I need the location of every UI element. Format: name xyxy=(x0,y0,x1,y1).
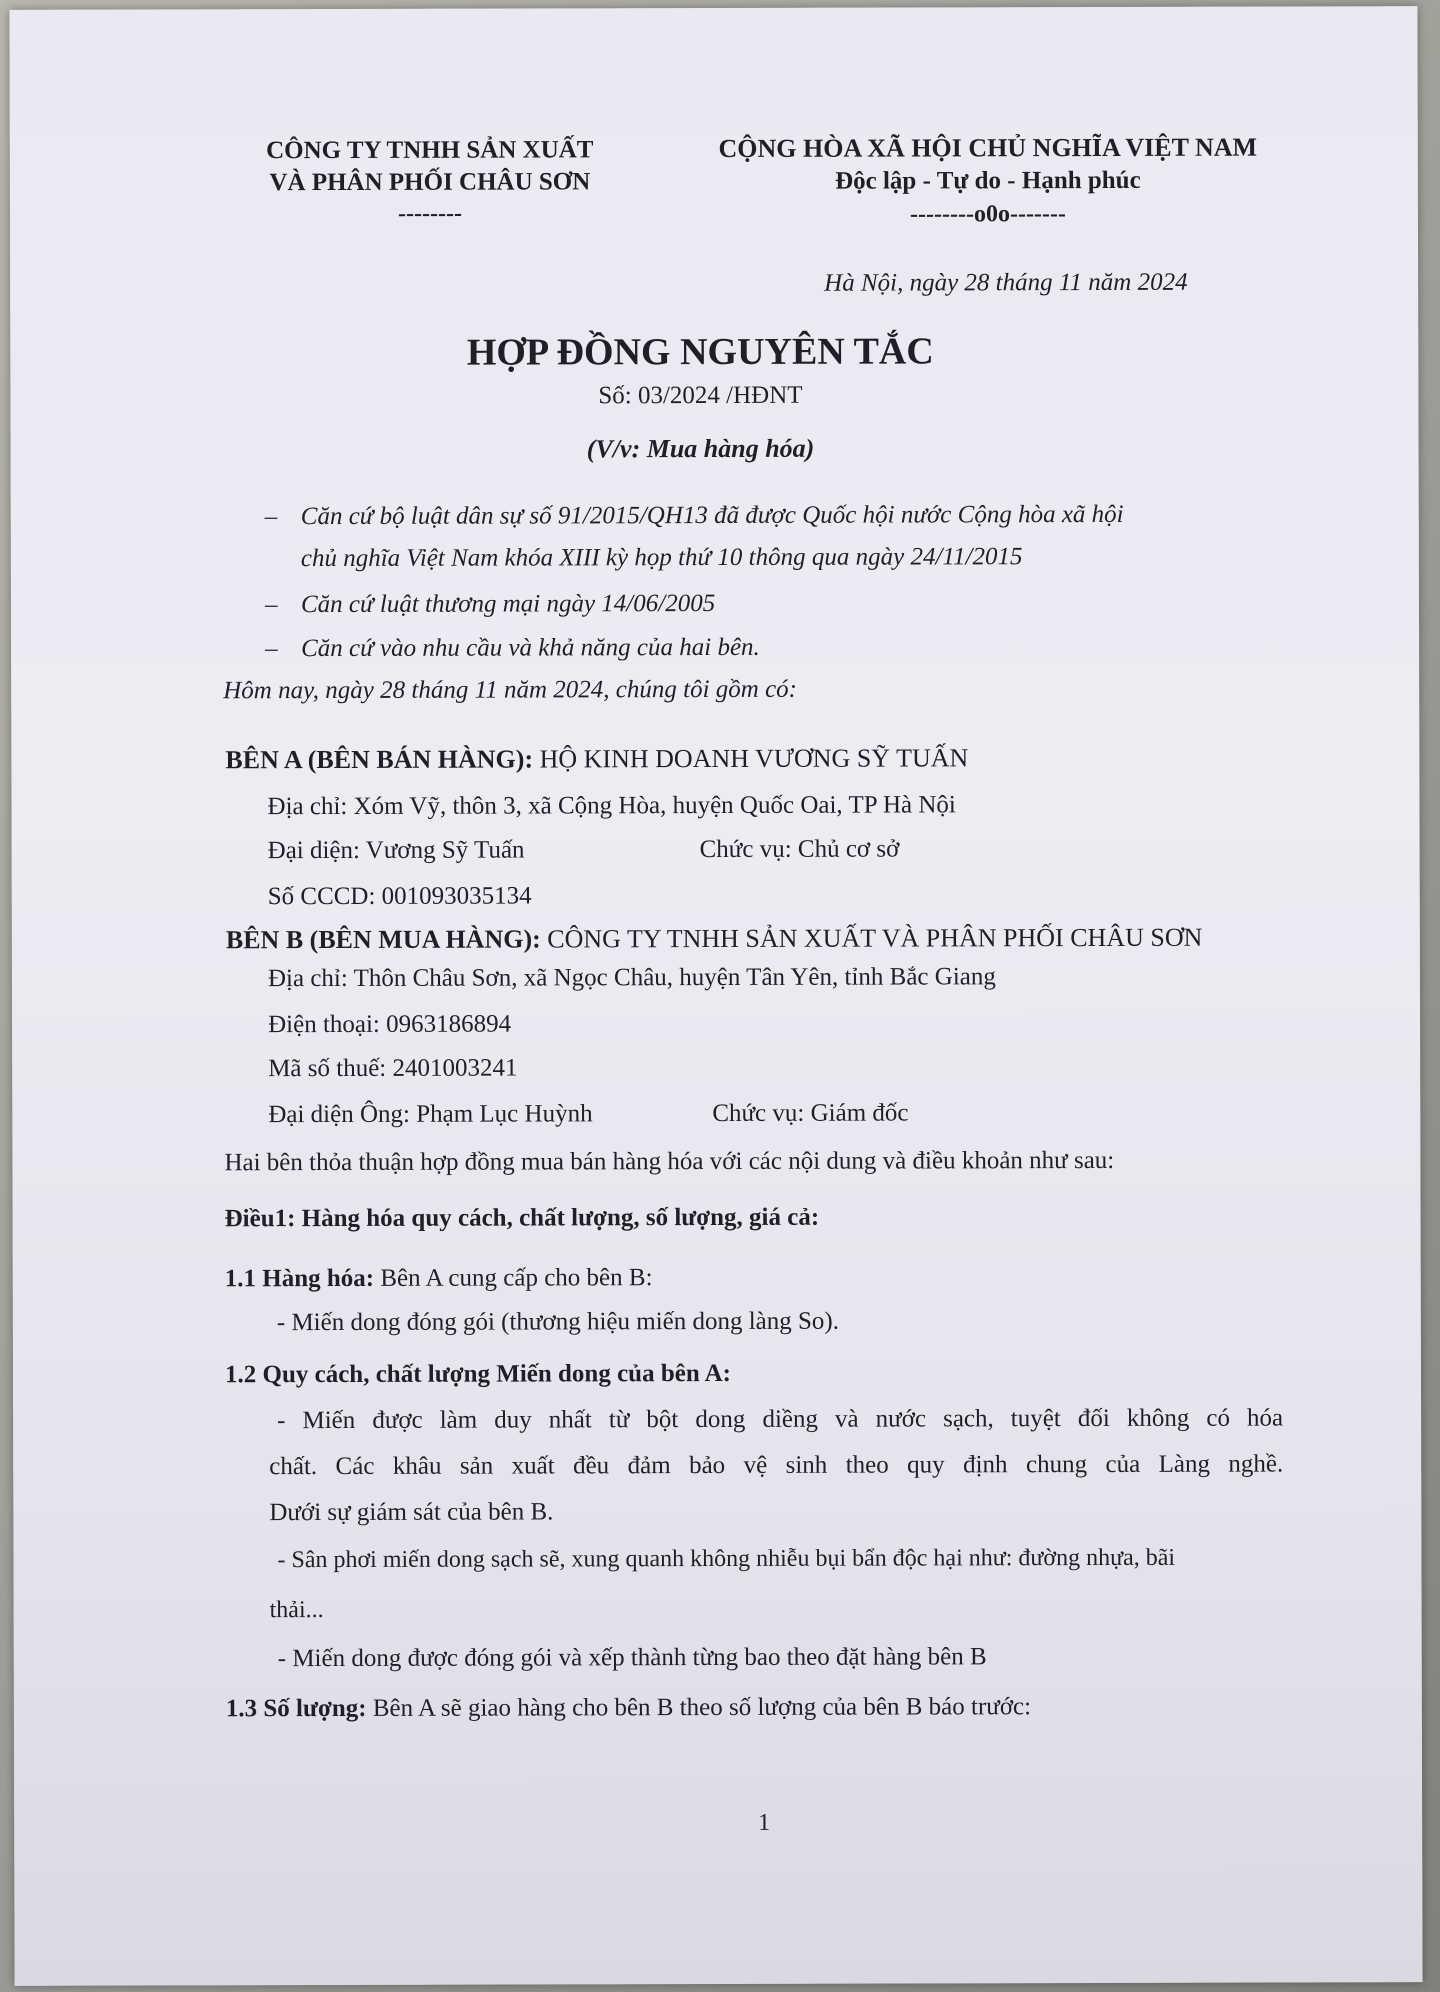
party-a-representative: Đại diện: Vương Sỹ Tuấn xyxy=(267,836,525,865)
today-line: Hôm nay, ngày 28 tháng 11 năm 2024, chúng tôi gồm có: xyxy=(223,675,798,705)
party-a-address: Địa chỉ: Xóm Vỹ, thôn 3, xã Cộng Hòa, huyện Quốc Oai, TP Hà Nội xyxy=(267,791,956,821)
contract-subject: (V/v: Mua hàng hóa) xyxy=(586,433,815,464)
article-1-heading: Điều1: Hàng hóa quy cách, chất lượng, số lượng, giá cả: xyxy=(224,1203,820,1233)
party-b-representative: Đại diện Ông: Phạm Lục Huỳnh xyxy=(268,1100,593,1129)
quality-para-1-line3: Dưới sự giám sát của bên B. xyxy=(269,1498,554,1527)
party-a-id: Số CCCD: 001093035134 xyxy=(267,882,532,911)
party-b-tax-code: Mã số thuế: 2401003241 xyxy=(268,1054,518,1083)
party-a-label: BÊN A (BÊN BÁN HÀNG): xyxy=(225,744,534,775)
party-b-name: CÔNG TY TNHH SẢN XUẤT VÀ PHÂN PHỐI CHÂU SƠN xyxy=(547,922,1203,954)
agreement-intro: Hai bên thỏa thuận hợp đồng mua bán hàng hóa với các nội dung và điều khoản như sau: xyxy=(224,1146,1115,1177)
section-1-1 xyxy=(225,1264,653,1293)
party-b-position: Chức vụ: Giám đốc xyxy=(712,1099,909,1128)
quality-para-1-line2: chất. Các khâu sản xuất đều đảm bảo vệ sinh theo quy định chung của Làng nghề. xyxy=(269,1450,1284,1481)
party-a-heading xyxy=(225,743,968,775)
party-a-name: HỘ KINH DOANH VƯƠNG SỸ TUẤN xyxy=(539,743,969,774)
republic-name: CỘNG HÒA XÃ HỘI CHỦ NGHĨA VIỆT NAM xyxy=(718,132,1258,163)
quality-para-1-line1: - Miến được làm duy nhất từ bột dong diềng và nước sạch, tuyệt đối không có hóa xyxy=(277,1404,1284,1435)
company-name-line2: VÀ PHÂN PHỐI CHÂU SƠN xyxy=(269,168,591,197)
basis-civil-code: – Căn cứ bộ luật dân sự số 91/2015/QH13 đã được Quốc hội nước Cộng hòa xã hội xyxy=(301,501,1124,531)
company-rule: -------- xyxy=(397,200,462,227)
section-1-3-label: 1.3 Số lượng: xyxy=(225,1694,367,1723)
page-number: 1 xyxy=(758,1809,771,1836)
section-1-2-heading: 1.2 Quy cách, chất lượng Miến dong của bên A: xyxy=(224,1359,732,1389)
section-1-1-item: - Miến dong đóng gói (thương hiệu miến dong làng So). xyxy=(276,1307,840,1337)
basis-needs: – Căn cứ vào nhu cầu và khả năng của hai bên. xyxy=(301,634,760,663)
motto-rule: --------o0o------- xyxy=(909,201,1066,228)
national-motto: Độc lập - Tự do - Hạnh phúc xyxy=(835,166,1141,195)
section-1-3 xyxy=(226,1693,1031,1723)
section-1-1-text: Bên A cung cấp cho bên B: xyxy=(374,1264,653,1292)
party-a-position: Chức vụ: Chủ cơ sở xyxy=(699,835,900,864)
contract-number: Số: 03/2024 /HĐNT xyxy=(598,381,803,410)
party-b-phone: Điện thoại: 0963186894 xyxy=(268,1010,512,1039)
quality-para-2-line1: - Sân phơi miến dong sạch sẽ, xung quanh không nhiễu bụi bẩn độc hại như: đường nhựa, bãi xyxy=(277,1544,1176,1574)
quality-para-3: - Miến dong được đóng gói và xếp thành từng bao theo đặt hàng bên B xyxy=(277,1643,987,1673)
section-1-3-text: Bên A sẽ giao hàng cho bên B theo số lượng của bên B báo trước: xyxy=(366,1693,1032,1722)
date-line: Hà Nội, ngày 28 tháng 11 năm 2024 xyxy=(824,268,1188,297)
company-name-line1: CÔNG TY TNHH SẢN XUẤT xyxy=(266,136,594,165)
party-b-label: BÊN B (BÊN MUA HÀNG): xyxy=(225,924,541,955)
party-b-heading xyxy=(226,923,1203,956)
section-1-1-label: 1.1 Hàng hóa: xyxy=(224,1264,375,1293)
quality-para-2-line2: thải... xyxy=(269,1597,324,1624)
party-b-address: Địa chỉ: Thôn Châu Sơn, xã Ngọc Châu, huyện Tân Yên, tỉnh Bắc Giang xyxy=(267,963,996,993)
basis-commercial-law: – Căn cứ luật thương mại ngày 14/06/2005 xyxy=(301,590,715,619)
contract-page xyxy=(9,6,1422,1986)
contract-title: HỢP ĐỒNG NGUYÊN TẮC xyxy=(466,330,934,374)
basis-civil-code-cont: chủ nghĩa Việt Nam khóa XIII kỳ họp thứ 10 thông qua ngày 24/11/2015 xyxy=(300,543,1023,573)
